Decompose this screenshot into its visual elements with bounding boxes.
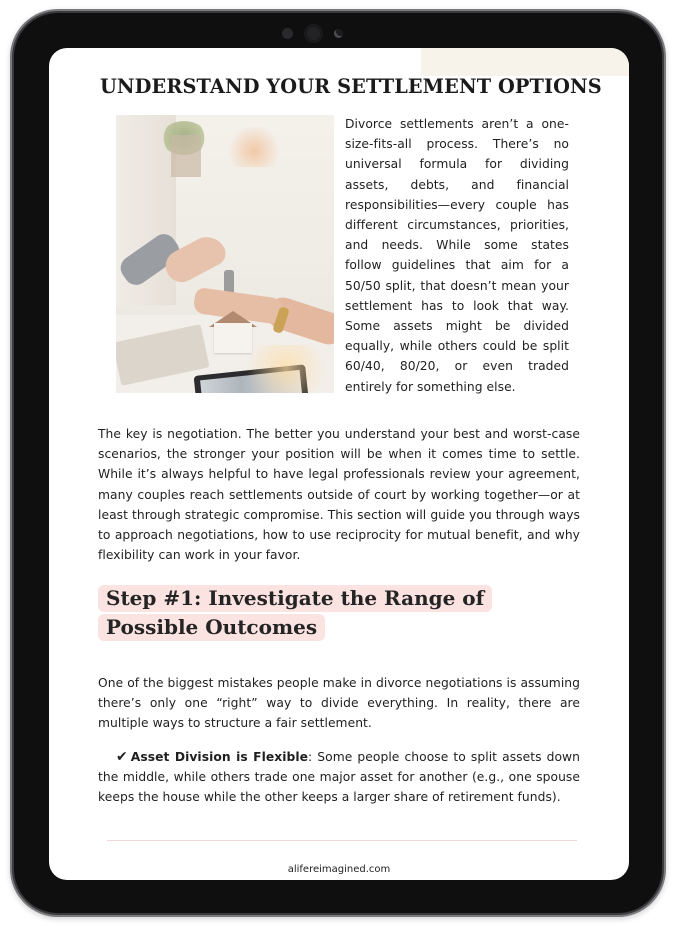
tablet-screen bbox=[49, 48, 629, 880]
camera-icon bbox=[304, 24, 323, 43]
sensor-icon bbox=[282, 28, 293, 39]
keys-handover-photo bbox=[116, 115, 334, 393]
checkmark-icon: ✔ bbox=[116, 749, 128, 765]
corner-accent bbox=[421, 48, 629, 76]
footer-divider bbox=[107, 840, 577, 841]
intro-paragraph: Divorce settlements aren’t a one-size-fits-all process. There’s no universal formula for dividing assets, debts, and financial responsibilities—every couple has different circumstances, priorities, and needs. While some states follow guidelines that aim for a 50/50 split, that doesn’t mean your settlement has to look that way. Some assets might be divided equally, while others could be split 60/40, 80/20, or even traded entirely for something else. bbox=[345, 117, 569, 394]
page-title: UNDERSTAND YOUR SETTLEMENT OPTIONS bbox=[100, 75, 602, 98]
bullet-text: : Some people choose to split assets down the middle, while others trade one major asset for another (e.g., one spouse keeps the house while the other keeps a larger share of retirement funds). bbox=[98, 750, 580, 805]
step-heading bbox=[98, 584, 518, 642]
bullet-asset-division bbox=[98, 747, 580, 808]
mistakes-paragraph: One of the biggest mistakes people make in divorce negotiations is assuming there’s only one “right” way to divide everything. In reality, there are multiple ways to structure a fair settlement. bbox=[98, 676, 580, 731]
step-heading-text: Step #1: Investigate the Range of Possible Outcomes bbox=[98, 585, 492, 641]
negotiation-paragraph: The key is negotiation. The better you understand your best and worst-case scenarios, the stronger your position will be when it comes time to settle. While it’s always helpful to have legal professionals review your agreement, many couples reach settlements outside of court by working together—or at least through strategic compromise. This section will guide you through ways to approach negotiations, how to use reciprocity for mutual benefit, and why flexibility can work in your favor. bbox=[98, 427, 580, 563]
camera-flash-icon bbox=[334, 29, 343, 38]
bullet-label: Asset Division is Flexible bbox=[130, 750, 309, 764]
footer-url: alifereimagined.com bbox=[287, 864, 391, 875]
